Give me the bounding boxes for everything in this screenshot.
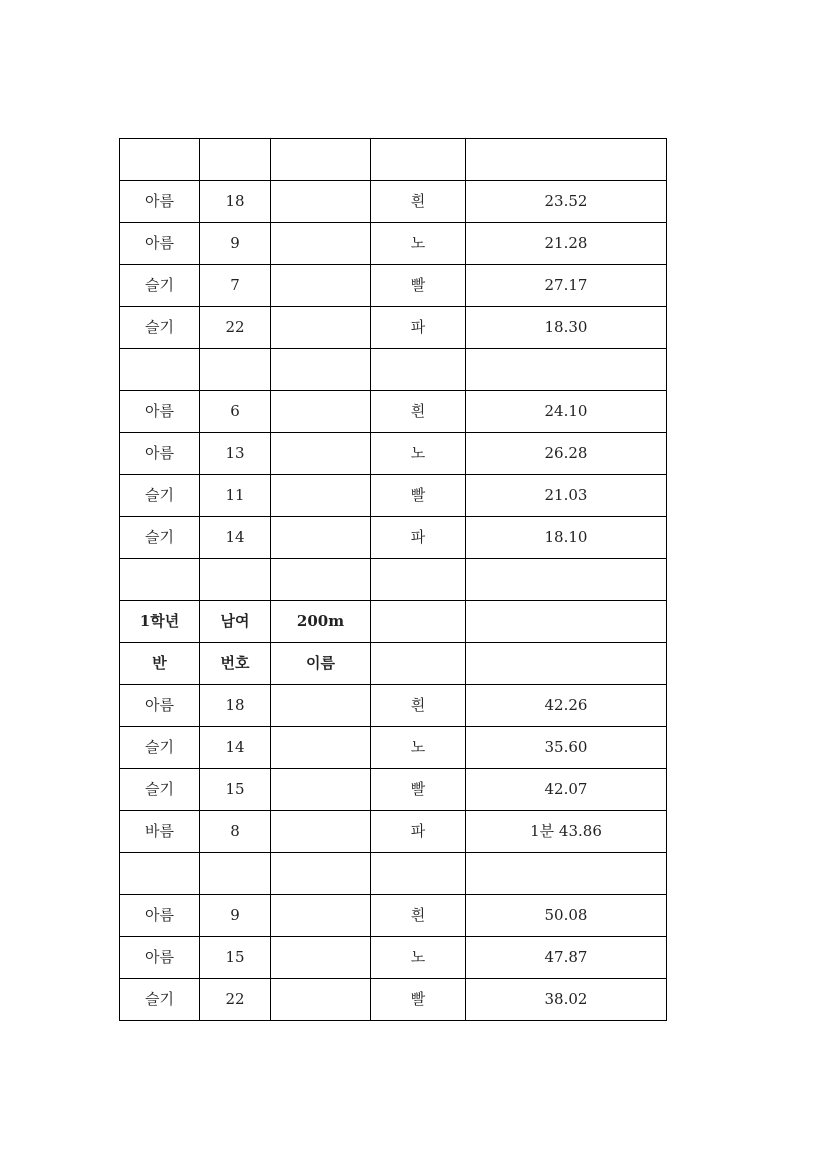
table-row [120,475,667,517]
color-cell: 노 [371,433,466,475]
number-cell [200,853,271,895]
table-row [120,727,667,769]
class-cell: 슬기 [120,265,200,307]
name-cell: 이름 [271,643,371,685]
results-table-body [120,139,667,1021]
table-row [120,223,667,265]
class-cell: 슬기 [120,727,200,769]
results-table [119,138,667,1021]
class-cell [120,853,200,895]
time-cell: 18.30 [466,307,667,349]
table-row [120,139,667,181]
table-header-row [120,601,667,643]
name-cell [271,895,371,937]
time-cell: 21.03 [466,475,667,517]
table-row [120,895,667,937]
class-cell: 아름 [120,223,200,265]
time-cell: 27.17 [466,265,667,307]
time-cell [466,559,667,601]
color-cell [371,349,466,391]
color-cell [371,139,466,181]
table-header-row [120,643,667,685]
number-cell [200,559,271,601]
number-cell: 13 [200,433,271,475]
number-cell: 14 [200,727,271,769]
time-cell: 1분 43.86 [466,811,667,853]
table-row [120,265,667,307]
class-cell: 1학년 [120,601,200,643]
name-cell [271,517,371,559]
number-cell [200,139,271,181]
time-cell: 23.52 [466,181,667,223]
class-cell: 아름 [120,181,200,223]
class-cell: 아름 [120,895,200,937]
table-row [120,181,667,223]
class-cell [120,139,200,181]
time-cell [466,853,667,895]
table-row [120,433,667,475]
color-cell: 흰 [371,895,466,937]
color-cell: 노 [371,223,466,265]
color-cell: 빨 [371,265,466,307]
name-cell: 200m [271,601,371,643]
time-cell: 18.10 [466,517,667,559]
color-cell: 파 [371,517,466,559]
time-cell [466,601,667,643]
number-cell: 9 [200,895,271,937]
number-cell: 14 [200,517,271,559]
table-row [120,979,667,1021]
time-cell: 42.26 [466,685,667,727]
table-row [120,685,667,727]
name-cell [271,979,371,1021]
name-cell [271,727,371,769]
class-cell: 반 [120,643,200,685]
number-cell: 9 [200,223,271,265]
color-cell: 파 [371,307,466,349]
name-cell [271,685,371,727]
name-cell [271,391,371,433]
class-cell: 바름 [120,811,200,853]
class-cell: 슬기 [120,475,200,517]
color-cell [371,853,466,895]
class-cell: 아름 [120,685,200,727]
color-cell [371,601,466,643]
name-cell [271,559,371,601]
table-row [120,937,667,979]
class-cell [120,559,200,601]
name-cell [271,349,371,391]
name-cell [271,265,371,307]
color-cell: 흰 [371,685,466,727]
color-cell: 노 [371,727,466,769]
table-row [120,307,667,349]
time-cell: 50.08 [466,895,667,937]
class-cell: 슬기 [120,979,200,1021]
table-row [120,769,667,811]
table-row [120,811,667,853]
table-row [120,349,667,391]
color-cell: 노 [371,937,466,979]
color-cell: 빨 [371,769,466,811]
name-cell [271,811,371,853]
table-row [120,559,667,601]
number-cell: 18 [200,181,271,223]
class-cell: 슬기 [120,769,200,811]
name-cell [271,937,371,979]
time-cell [466,349,667,391]
number-cell: 22 [200,307,271,349]
number-cell: 15 [200,769,271,811]
name-cell [271,181,371,223]
name-cell [271,307,371,349]
number-cell: 11 [200,475,271,517]
color-cell [371,559,466,601]
time-cell: 38.02 [466,979,667,1021]
time-cell: 24.10 [466,391,667,433]
color-cell [371,643,466,685]
number-cell [200,349,271,391]
color-cell: 흰 [371,391,466,433]
name-cell [271,433,371,475]
time-cell [466,139,667,181]
class-cell [120,349,200,391]
number-cell: 8 [200,811,271,853]
time-cell: 21.28 [466,223,667,265]
number-cell: 22 [200,979,271,1021]
number-cell: 18 [200,685,271,727]
number-cell: 남여 [200,601,271,643]
name-cell [271,139,371,181]
name-cell [271,223,371,265]
class-cell: 아름 [120,391,200,433]
time-cell [466,643,667,685]
time-cell: 26.28 [466,433,667,475]
color-cell: 흰 [371,181,466,223]
class-cell: 아름 [120,433,200,475]
class-cell: 슬기 [120,517,200,559]
name-cell [271,853,371,895]
table-row [120,853,667,895]
name-cell [271,769,371,811]
number-cell: 7 [200,265,271,307]
number-cell: 번호 [200,643,271,685]
table-row [120,517,667,559]
color-cell: 빨 [371,475,466,517]
table-row [120,391,667,433]
class-cell: 슬기 [120,307,200,349]
time-cell: 35.60 [466,727,667,769]
time-cell: 42.07 [466,769,667,811]
number-cell: 15 [200,937,271,979]
number-cell: 6 [200,391,271,433]
class-cell: 아름 [120,937,200,979]
color-cell: 빨 [371,979,466,1021]
name-cell [271,475,371,517]
color-cell: 파 [371,811,466,853]
time-cell: 47.87 [466,937,667,979]
